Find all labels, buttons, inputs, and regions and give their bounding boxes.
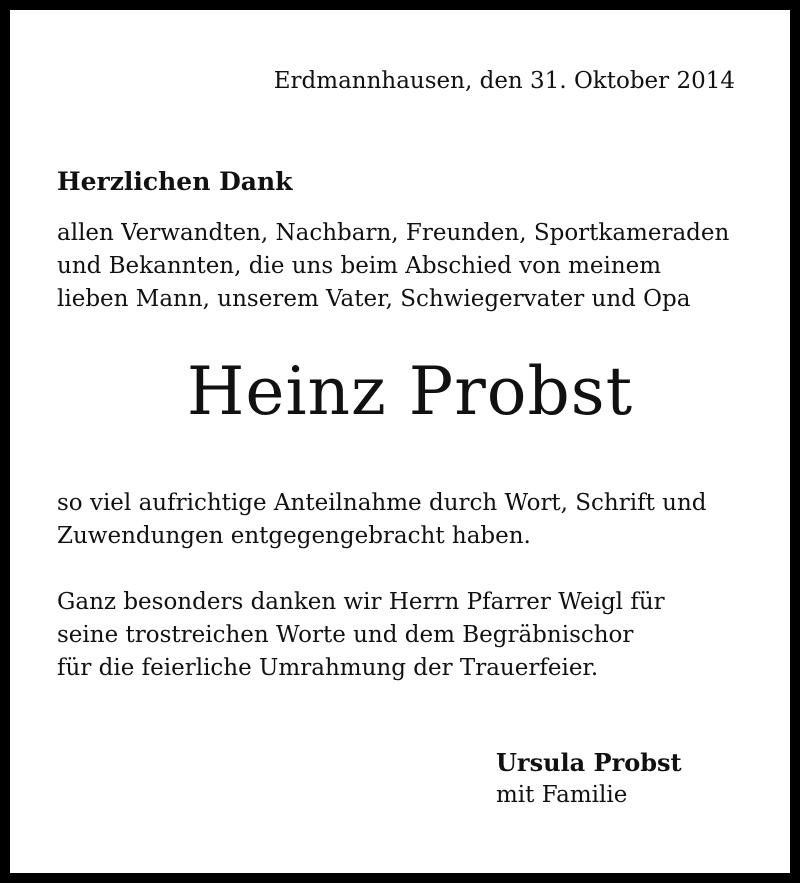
signer-name: Ursula Probst	[496, 748, 682, 777]
deceased-name: Heinz Probst	[186, 353, 634, 430]
date-line: Erdmannhausen, den 31. Oktober 2014	[273, 68, 735, 94]
special-thanks-line: Ganz besonders danken wir Herrn Pfarrer Weigl für	[57, 589, 665, 615]
intro-line: lieben Mann, unserem Vater, Schwiegervater und Opa	[57, 286, 691, 312]
special-thanks-line: seine trostreichen Worte und dem Begräbnischor	[57, 622, 634, 648]
intro-line: allen Verwandten, Nachbarn, Freunden, Sportkameraden	[57, 220, 730, 246]
special-thanks-line: für die feierliche Umrahmung der Trauerfeier.	[57, 655, 599, 681]
condolence-paragraph	[57, 487, 707, 553]
condolence-line: so viel aufrichtige Anteilnahme durch Wort, Schrift und	[57, 490, 707, 516]
signer-suffix: mit Familie	[496, 782, 628, 808]
heading: Herzlichen Dank	[57, 167, 293, 196]
condolence-line: Zuwendungen entgegengebracht haben.	[57, 523, 531, 549]
intro-line: und Bekannten, die uns beim Abschied von meinem	[57, 253, 662, 279]
intro-paragraph	[57, 217, 729, 316]
special-thanks-paragraph	[57, 586, 665, 685]
